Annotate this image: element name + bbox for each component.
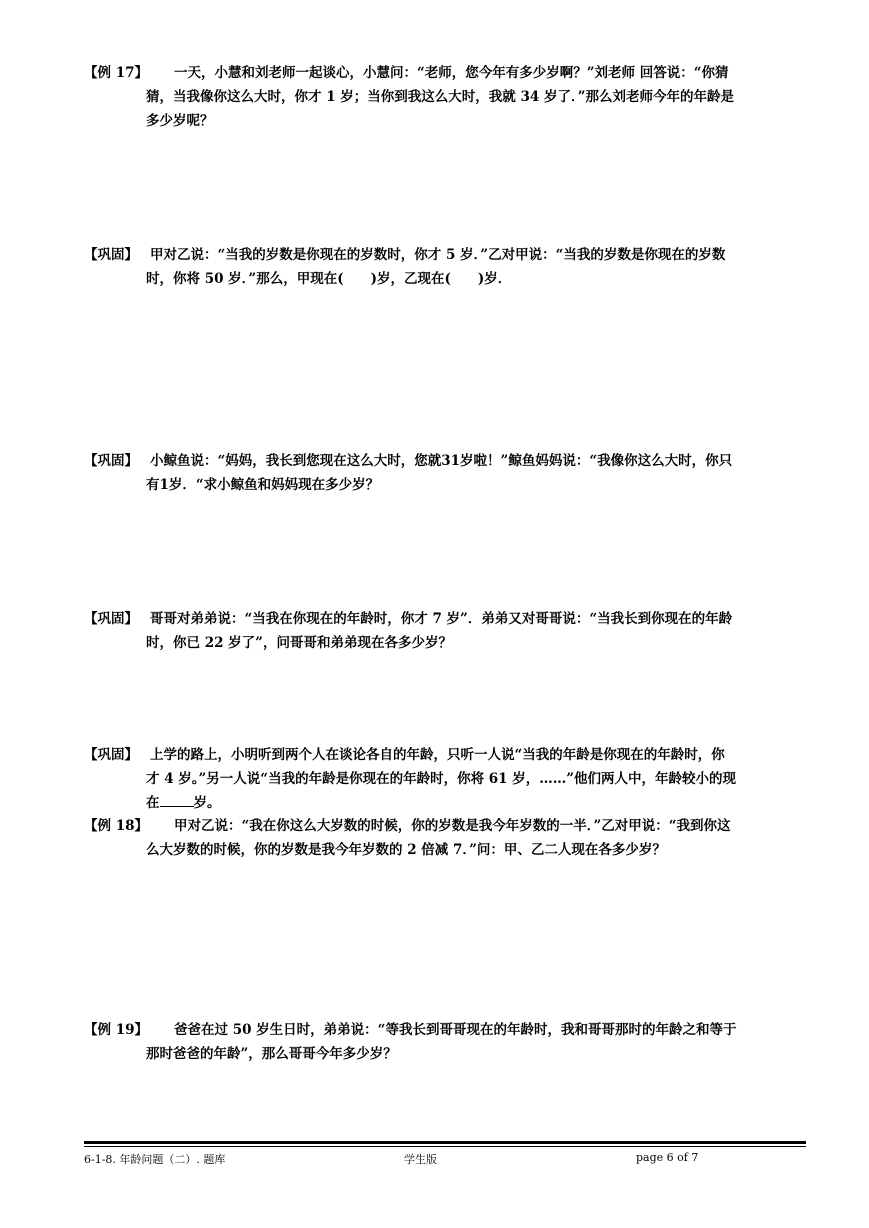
- footer-document-title: 6-1-8. 年龄问题（二）. 题库: [84, 1153, 226, 1166]
- problem-consolidate-2: [84, 449, 806, 497]
- problem-example-18: [84, 814, 806, 862]
- problem-text-line: 时，你将 50 岁．”那么，甲现在( )岁，乙现在( )岁．: [146, 271, 512, 287]
- problem-label: 【巩固】: [84, 747, 138, 763]
- problem-text-line: 哥哥对弟弟说：“当我在你现在的年龄时，你才 7 岁”．弟弟又对哥哥说：“当我长到你现在的年龄: [150, 611, 733, 627]
- problem-consolidate-3: [84, 607, 806, 655]
- footer-edition: 学生版: [404, 1153, 437, 1166]
- problem-label: 【巩固】: [84, 611, 138, 627]
- footer-divider-thin: [84, 1146, 806, 1147]
- problem-label: 【巩固】: [84, 247, 138, 263]
- problem-text-line: 那时爸爸的年龄”，那么哥哥今年多少岁？: [146, 1046, 397, 1062]
- problem-text-line: 有1岁．“求小鲸鱼和妈妈现在多少岁？: [146, 477, 380, 493]
- problem-label: 【例 19】: [84, 1022, 148, 1038]
- problem-example-19: [84, 1018, 806, 1066]
- problem-consolidate-1: [84, 243, 806, 291]
- problem-text-line: 时，你已 22 岁了”，问哥哥和弟弟现在各多少岁？: [146, 635, 452, 651]
- footer-page-number: page 6 of 7: [636, 1151, 699, 1164]
- problem-text-line: 爸爸在过 50 岁生日时，弟弟说：“等我长到哥哥现在的年龄时，我和哥哥那时的年龄之和等于: [174, 1022, 737, 1038]
- problem-consolidate-4: [84, 743, 806, 815]
- problem-text-line: 小鲸鱼说：“妈妈，我长到您现在这么大时，您就31岁啦！”鲸鱼妈妈说：“我像你这么大时，你只: [150, 453, 733, 469]
- problem-text-line: 上学的路上，小明听到两个人在谈论各自的年龄，只听一人说“当我的年龄是你现在的年龄时，你: [150, 747, 725, 763]
- problem-text-line: 多少岁呢？: [146, 113, 214, 129]
- problem-text-line: 一天，小慧和刘老师一起谈心，小慧问：“老师，您今年有多少岁啊？”刘老师 回答说：“你猜: [174, 65, 729, 81]
- problem-text-prefix: 在: [146, 795, 160, 811]
- problem-label: 【例 17】: [84, 65, 148, 81]
- problem-text-line: 才 4 岁。”另一人说“当我的年龄是你现在的年龄时，你将 61 岁，……”他们两人中，年龄较小的现: [146, 771, 737, 787]
- problem-text-line: 甲对乙说：“我在你这么大岁数的时候，你的岁数是我今年岁数的一半．”乙对甲说：“我到你这: [174, 818, 731, 834]
- problem-example-17: [84, 61, 806, 133]
- problem-label: 【巩固】: [84, 453, 138, 469]
- problem-text-line: 么大岁数的时候，你的岁数是我今年岁数的 2 倍减 7．”问：甲、乙二人现在各多少岁？: [146, 842, 666, 858]
- footer-divider-thick: [84, 1141, 806, 1144]
- problem-text-suffix: 岁。: [193, 795, 221, 811]
- problem-text-line: 甲对乙说：“当我的岁数是你现在的岁数时，你才 5 岁．”乙对甲说：“当我的岁数是你现在的岁数: [150, 247, 726, 263]
- answer-blank: [160, 792, 194, 807]
- problem-text-line: 猜，当我像你这么大时，你才 1 岁；当你到我这么大时，我就 34 岁了．”那么刘老师今年的年龄是: [146, 89, 734, 105]
- problem-label: 【例 18】: [84, 818, 148, 834]
